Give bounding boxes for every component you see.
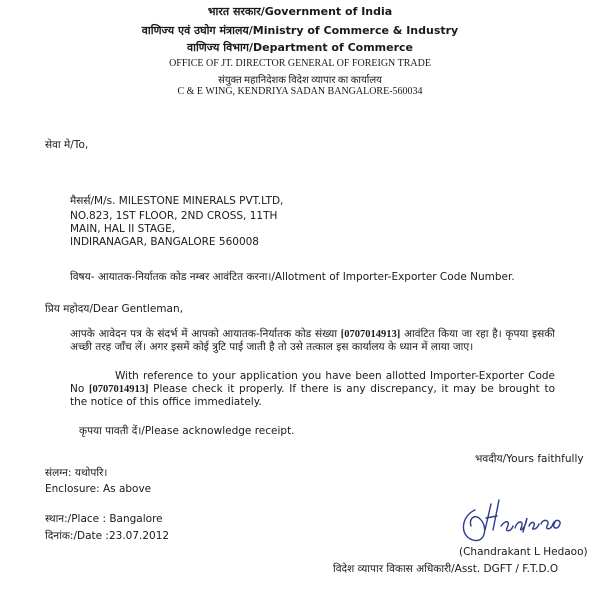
header-line-govt: भारत सरकार/Government of India (207, 5, 393, 18)
header-line-ministry: वाणिज्य एवं उघोग मंत्रालय/Ministry of Commerce & Industry (141, 24, 459, 37)
signatory-name: (Chandrakant L Hedaoo) (459, 546, 588, 558)
iec-code-hindi: [0707014913] (340, 329, 401, 340)
addressee-line-1: मैसर्स/M/s. MILESTONE MINERALS PVT.LTD, (70, 195, 284, 207)
salutation: प्रिय महोदय/Dear Gentleman, (45, 303, 183, 315)
iec-code-english: [0707014913] (88, 384, 149, 395)
signatory-designation: विदेश व्यापार विकास अधिकारी/Asst. DGFT / F.T.D.O (333, 563, 559, 575)
to-label: सेवा मे/To, (45, 139, 89, 151)
acknowledge-request: कृपया पावती दें।/Please acknowledge receipt. (79, 425, 295, 437)
addressee-line-2: NO.823, 1ST FLOOR, 2ND CROSS, 11TH (70, 210, 278, 222)
header-line-office: OFFICE OF JT. DIRECTOR GENERAL OF FOREIGN TRADE (169, 58, 431, 69)
signature-image (455, 496, 565, 548)
header-line-address: C & E WING, KENDRIYA SADAN BANGALORE-560034 (177, 86, 423, 97)
enclosure-hindi: संलग्न: यथोपरि। (45, 467, 108, 479)
subject-line: विषय- आयातक-निर्यातक कोड नम्बर आवंटित करना।/Allotment of Importer-Exporter Code Number. (70, 271, 515, 283)
addressee-line-4: INDIRANAGAR, BANGALORE 560008 (70, 236, 259, 248)
body-paragraph-hindi: आपके आवेदन पत्र के संदर्भ में आपको आयातक-निर्यातक कोड संख्या [0707014913] आवंटित किया जा रहा है। कृपया इसकी अच्छी तरह जाँच लें। अगर इसमें कोई त्रुटि पाई जाती है तो उसे तत्काल इस कार्यालय के ध्यान में लाया जाए। (70, 328, 555, 353)
enclosure-line: Enclosure: As above (45, 483, 152, 495)
date-line: दिनांक:/Date :23.07.2012 (45, 530, 170, 542)
header-line-office-hindi: संयुक्त महानिदेशक विदेश व्यापार का कार्यालय (218, 75, 382, 86)
place-line: स्थान:/Place : Bangalore (45, 513, 163, 525)
header-line-department: वाणिज्य विभाग/Department of Commerce (186, 41, 414, 54)
body-paragraph-english: With reference to your application you have been allotted Importer-Exporter Code No [0707014913] Please check it properly. If there is any discrepancy, it may be brought to the notice of this office immediately. (70, 370, 555, 408)
closing-yours-faithfully: भवदीय/Yours faithfully (475, 453, 584, 465)
addressee-line-3: MAIN, HAL II STAGE, (70, 223, 176, 235)
